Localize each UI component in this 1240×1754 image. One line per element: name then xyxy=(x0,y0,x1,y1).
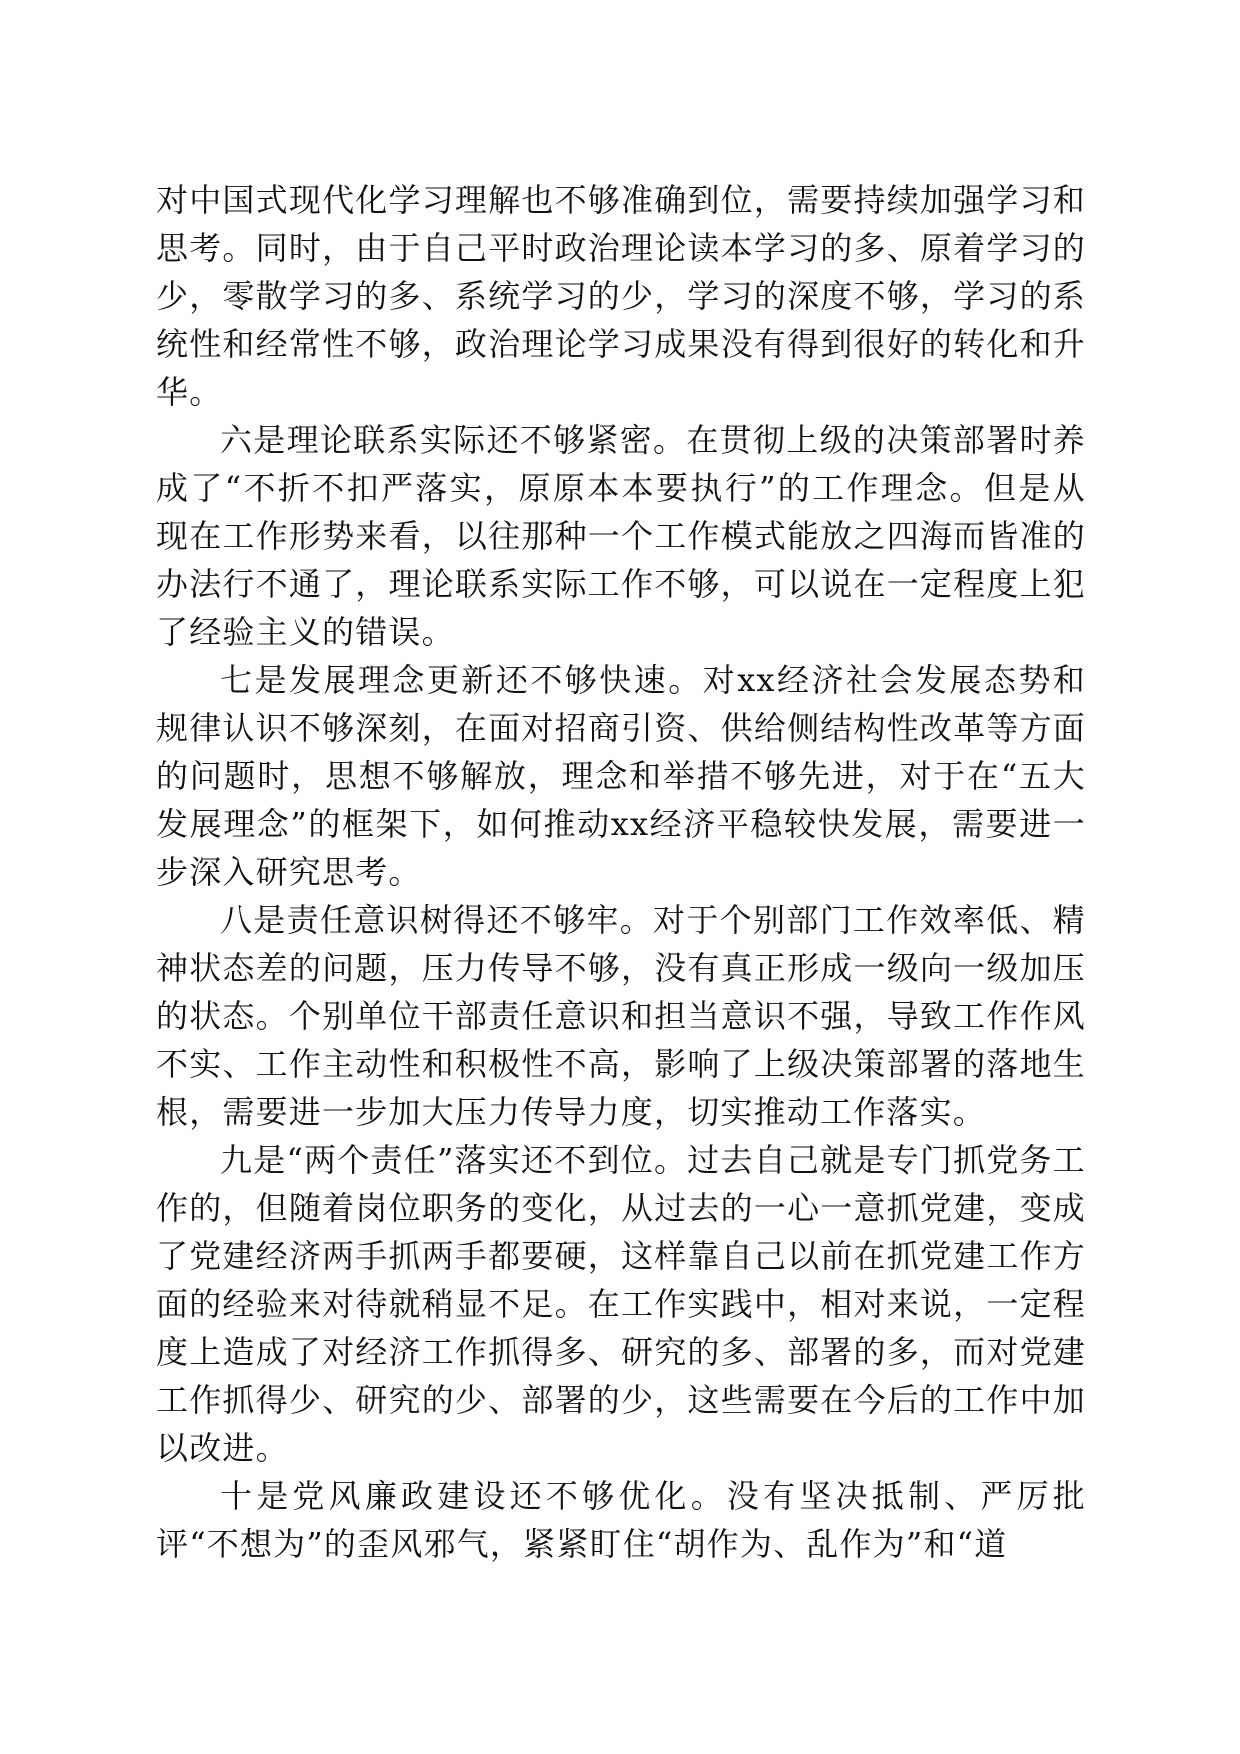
paragraph-point-six: 六是理论联系实际还不够紧密。在贯彻上级的决策部署时养成了“不折不扣严落实，原原本本要执行”的工作理念。但是从现在工作形势来看，以往那种一个工作模式能放之四海而皆准的办法行不通了，理论联系实际工作不够，可以说在一定程度上犯了经验主义的错误。 xyxy=(156,421,1086,651)
paragraph-point-seven: 七是发展理念更新还不够快速。对xx经济社会发展态势和规律认识不够深刻，在面对招商引资、供给侧结构性改革等方面的问题时，思想不够解放，理念和举措不够先进，对于在“五大发展理念”的框架下，如何推动xx经济平稳较快发展，需要进一步深入研究思考。 xyxy=(156,661,1086,891)
paragraph-point-eight: 八是责任意识树得还不够牢。对于个别部门工作效率低、精神状态差的问题，压力传导不够，没有真正形成一级向一级加压的状态。个别单位干部责任意识和担当意识不强，导致工作作风不实、工作主动性和积极性不高，影响了上级决策部署的落地生根，需要进一步加大压力传导力度，切实推动工作落实。 xyxy=(156,901,1086,1131)
paragraph-point-ten: 十是党风廉政建设还不够优化。没有坚决抵制、严厉批评“不想为”的歪风邪气，紧紧盯住“胡作为、乱作为”和“道 xyxy=(156,1477,1086,1563)
paragraph-point-nine: 九是“两个责任”落实还不到位。过去自己就是专门抓党务工作的，但随着岗位职务的变化，从过去的一心一意抓党建，变成了党建经济两手抓两手都要硬，这样靠自己以前在抓党建工作方面的经验来对待就稍显不足。在工作实践中，相对来说，一定程度上造成了对经济工作抓得多、研究的多、部署的多，而对党建工作抓得少、研究的少、部署的少，这些需要在今后的工作中加以改进。 xyxy=(156,1141,1086,1467)
paragraph-continuation: 对中国式现代化学习理解也不够准确到位，需要持续加强学习和思考。同时，由于自己平时政治理论读本学习的多、原着学习的少，零散学习的多、系统学习的少，学习的深度不够，学习的系统性和经常性不够，政治理论学习成果没有得到很好的转化和升华。 xyxy=(156,181,1086,411)
document-body xyxy=(156,176,1086,1568)
